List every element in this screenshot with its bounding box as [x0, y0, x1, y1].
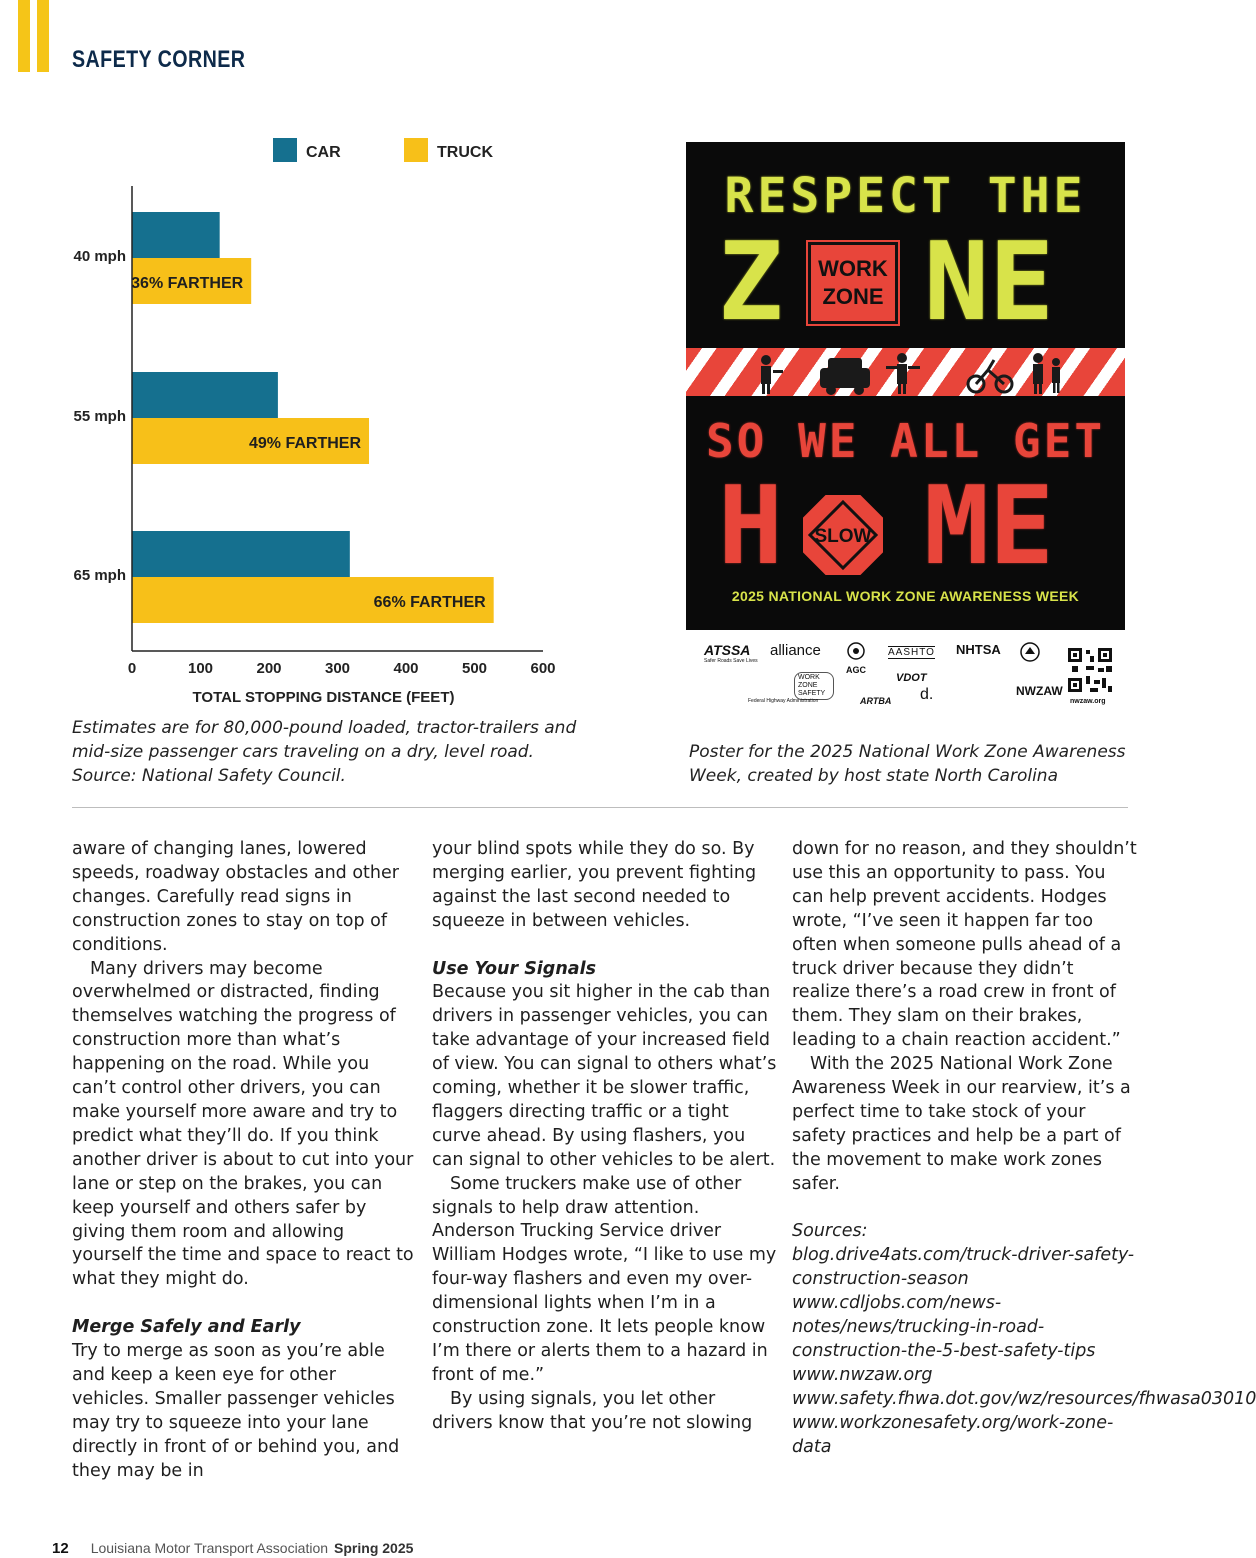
workzone-safety-logo: WORK ZONE SAFETY [794, 672, 834, 700]
work-zone-poster [686, 142, 1125, 630]
dot-logo: d. [920, 686, 934, 703]
article-column-1 [72, 838, 417, 1483]
chart-caption-line: Source: National Safety Council. [72, 766, 346, 786]
page-number: 12 [52, 1540, 69, 1557]
issue-season: Spring 2025 [334, 1540, 414, 1556]
bar-data-label: 66% FARTHER [373, 594, 486, 611]
poster-zone-row [686, 220, 1125, 345]
poster-footer-title: 2025 NATIONAL WORK ZONE AWARENESS WEEK [731, 588, 1080, 604]
fhwa-logo: Federal Highway Administration [748, 698, 819, 704]
poster-caption-line: Week, created by host state North Carolina [689, 766, 1059, 786]
poster-caption [689, 740, 1129, 788]
paragraph: aware of changing lanes, lowered speeds, roadway obstacles and other changes. Carefully read signs in construction zones to stay on top of conditions. [72, 839, 399, 955]
article-column-3 [792, 838, 1256, 1460]
atssa-logo [704, 642, 758, 664]
x-tick-label: 600 [530, 660, 556, 677]
road-user-icons [686, 348, 1125, 396]
alliance-logo: alliance [770, 642, 821, 659]
paragraph: With the 2025 National Work Zone Awareness Week in our rearview, it’s a perfect time to take stock of your safety practices and help be a part of the movement to make work zones safer. [792, 1054, 1131, 1194]
source-link[interactable]: www.cdljobs.com/news-notes/news/trucking-in-road-construction-the-5-best-safety-tips [792, 1293, 1096, 1362]
qr-code-icon [1068, 648, 1112, 692]
y-tick-label: 65 mph [73, 567, 126, 584]
subheading-merge: Merge Safely and Early [72, 1317, 301, 1338]
header-accent-bar-right [37, 0, 49, 72]
work-zone-sign-line1: WORK [818, 256, 888, 281]
spacer [792, 1197, 1137, 1221]
nhtsa-logo: NHTSA [956, 642, 1001, 657]
aashto-logo: AASHTO [888, 647, 935, 658]
atssa-logo-sub: Safer Roads Save Lives [704, 658, 758, 664]
poster-letter-h: H [718, 464, 784, 589]
source-link[interactable]: www.workzonesafety.org/work-zone-data [792, 1412, 1114, 1457]
section-divider [72, 807, 1128, 808]
work-zone-sign [808, 242, 898, 324]
x-tick-label: 0 [127, 660, 137, 677]
vdot-logo: VDOT [896, 672, 927, 684]
poster-letters-ne: NE [924, 220, 1055, 345]
poster-line-so-we-all-get: SO WE ALL GET [705, 414, 1106, 468]
agc-logo [846, 642, 866, 675]
x-tick-label: 400 [393, 660, 419, 677]
construction-worker-icon [761, 355, 783, 394]
x-tick-label: 200 [256, 660, 282, 677]
source-link[interactable]: www.safety.fhwa.dot.gov/wz/resources/fhwasa03010 [792, 1388, 1256, 1409]
pedestrians-icon [1033, 353, 1060, 394]
nwzaw-logo: NWZAW [1016, 684, 1063, 698]
sources-label: Sources: [792, 1221, 868, 1242]
stopping-distance-chart [60, 130, 580, 720]
agc-seal-icon [847, 642, 865, 660]
cyclist-icon [968, 360, 1012, 392]
paragraph: Because you sit higher in the cab than drivers in passenger vehicles, you can take advantage of your increased field of view. You can signal to others what’s coming, whether it be slower traffic, flaggers directing traffic or a tight curve ahead. By using flashers, you can signal to other vehicles to be alert. [432, 982, 777, 1170]
paragraph: down for no reason, and they shouldn’t use this an opportunity to pass. You can help prevent accidents. Hodges wrote, “I’ve seen it happen far too often when someone pulls ahead of a truck driver because they didn’t realize there’s a road crew in front of them. They slam on their brakes, leading to a chain reaction accident.” [792, 839, 1137, 1051]
article-column-2 [432, 838, 777, 1436]
sponsor-logos [698, 640, 1118, 716]
y-tick-label: 40 mph [73, 248, 126, 265]
paragraph: By using signals, you let other drivers know that you’re not slowing [432, 1388, 753, 1433]
publication-name: Louisiana Motor Transport Association [90, 1540, 329, 1556]
poster-letters-me: ME [924, 464, 1055, 589]
slow-sign-icon [802, 494, 884, 576]
atssa-logo-text: ATSSA [704, 642, 751, 658]
bar-data-label: 49% FARTHER [248, 435, 362, 452]
flagger-icon [886, 353, 920, 394]
poster-line-respect: RESPECT THE [724, 168, 1087, 224]
paragraph: Try to merge as soon as you’re able and keep a keen eye for other vehicles. Smaller passenger vehicles may try to squeeze into your lane directly in front of or behind you, and they may be in [72, 1341, 400, 1481]
legend-label-car: CAR [306, 144, 341, 161]
page-footer [52, 1540, 413, 1557]
slow-sign-text: SLOW [814, 526, 872, 547]
chart-caption-line: Estimates are for 80,000-pound loaded, tractor-trailers and [72, 718, 577, 738]
poster-caption-line: Poster for the 2025 National Work Zone Awareness [689, 742, 1126, 762]
chart-legend [273, 138, 493, 162]
source-link[interactable]: www.nwzaw.org [792, 1364, 933, 1385]
header-accent-bar-left [18, 0, 30, 72]
paragraph: your blind spots while they do so. By merging earlier, you prevent fighting against the last second needed to squeeze in between vehicles. [432, 839, 757, 931]
y-tick-label: 55 mph [73, 408, 126, 425]
bar-car [132, 212, 220, 258]
subheading-signals: Use Your Signals [432, 958, 597, 979]
source-link[interactable]: blog.drive4ats.com/truck-driver-safety-construction-season [792, 1245, 1135, 1290]
artba-logo: ARTBA [860, 696, 892, 706]
chart-caption [72, 716, 612, 788]
legend-label-truck: TRUCK [437, 144, 493, 161]
chart-caption-line: mid-size passenger cars traveling on a dry, level road. [72, 742, 534, 762]
x-tick-label: 100 [187, 660, 214, 677]
x-tick-label: 300 [324, 660, 351, 677]
bar-data-label: 36% FARTHER [131, 275, 244, 292]
legend-swatch-car [273, 138, 297, 162]
fmcsa-seal-icon [1020, 642, 1040, 662]
bar-car [132, 531, 350, 577]
paragraph: Many drivers may become overwhelmed or distracted, finding themselves watching the progress of construction more than what’s happening on the road. While you can’t control other drivers, you can make yourself more aware and try to predict what they’ll do. If you think another driver is about to cut into your lane or step on the brakes, you can keep yourself and others safer by giving them room and allowing yourself the time and space to react to what they might do. [72, 958, 414, 1290]
section-title: SAFETY CORNER [72, 46, 246, 73]
legend-swatch-truck [404, 138, 428, 162]
paragraph: Some truckers make use of other signals to help draw attention. Anderson Trucking Service driver William Hodges wrote, “I like to use my four-way flashers and even my over-dimensional lights when I’m in a construction zone. It lets people know I’m there or alerts them to a hazard in front of me.” [432, 1173, 777, 1385]
chart-bars [131, 212, 494, 623]
poster-letter-z: Z [718, 220, 784, 345]
x-axis-title: TOTAL STOPPING DISTANCE (FEET) [192, 689, 455, 706]
x-tick-label: 500 [461, 660, 488, 677]
agc-logo-text: AGC [846, 665, 866, 675]
nwzaw-url: nwzaw.org [1070, 698, 1106, 705]
work-zone-sign-line2: ZONE [822, 284, 884, 309]
car-icon [820, 358, 870, 395]
bar-car [132, 372, 278, 418]
